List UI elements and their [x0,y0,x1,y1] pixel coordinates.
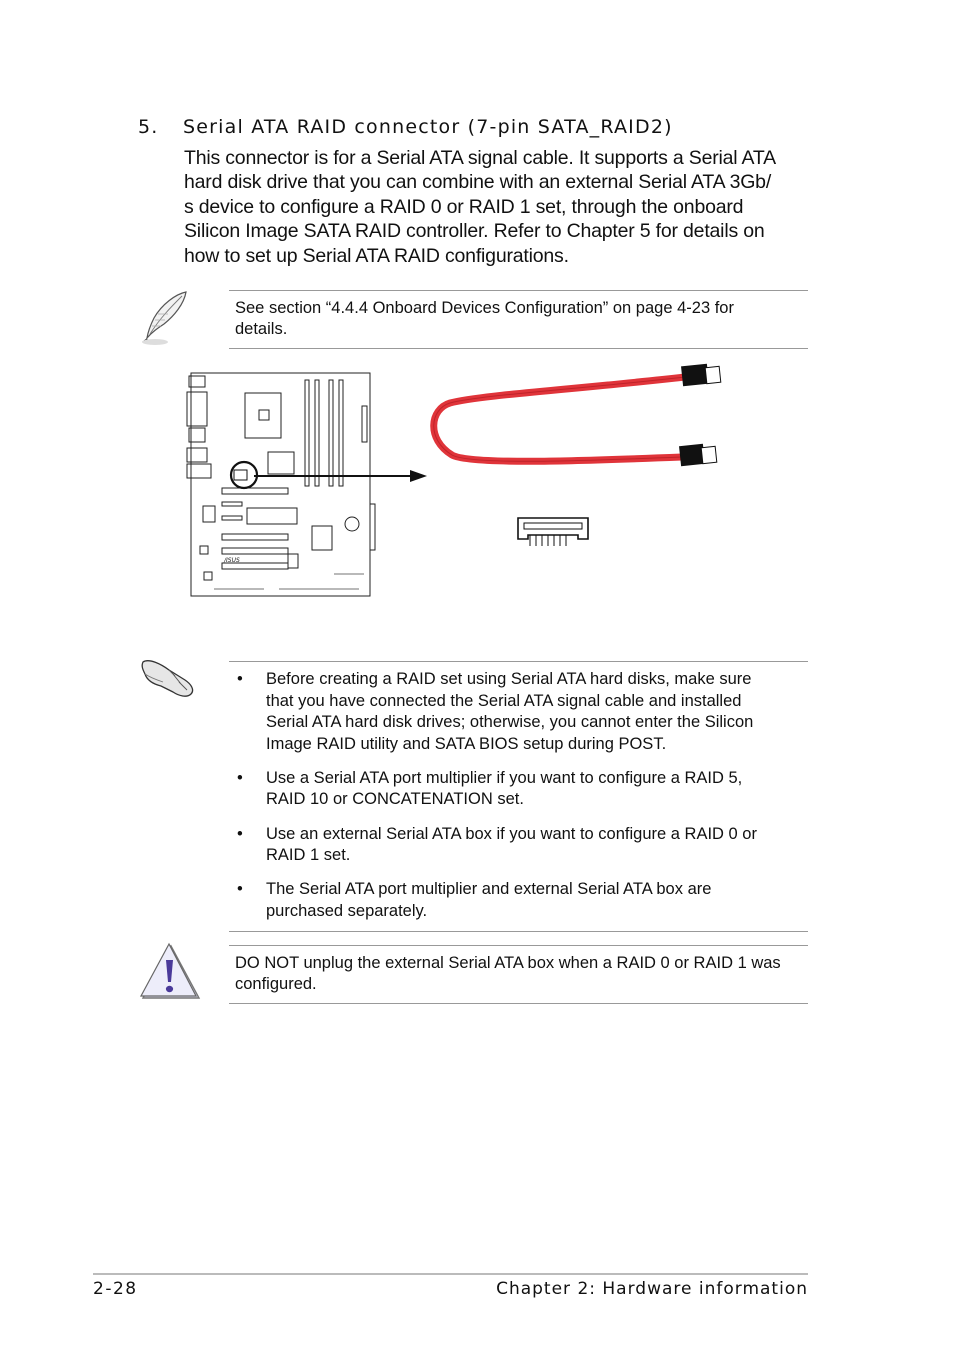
note-line: details. [235,320,288,338]
motherboard-diagram [184,368,434,604]
bullet-dot: • [237,768,243,787]
bullet-item [235,824,810,867]
warning-triangle-icon [138,942,202,1004]
intro-line: This connector is for a Serial ATA signal cable. It supports a Serial ATA [184,147,776,169]
intro-paragraph [184,146,814,268]
bullet-line: that you have connected the Serial ATA signal cable and installed [266,691,742,710]
important-bottom-rule [229,931,808,932]
caution-text [235,953,810,995]
sata-plug-top [681,364,721,387]
bullet-line: Image RAID utility and SATA BIOS setup during POST. [266,734,667,753]
bullet-line: Use a Serial ATA port multiplier if you want to configure a RAID 5, [266,768,743,787]
bullet-dot: • [237,824,243,843]
page-number: 2-28 [93,1279,138,1299]
bullet-item [235,768,810,811]
intro-line: s device to configure a RAID 0 or RAID 1 set, through the onboard [184,195,744,218]
bullet-line: Before creating a RAID set using Serial ATA hard disks, make sure [266,670,752,688]
section-title: Serial ATA RAID connector (7-pin SATA_RAID2) [183,116,673,138]
caution-bottom-rule [229,1003,808,1004]
board-logo: /ISUS [224,557,240,564]
caution-line: DO NOT unplug the external Serial ATA box when a RAID 0 or RAID 1 was [235,954,781,972]
sata-cable-illustration [430,355,730,480]
note-line: See section “4.4.4 Onboard Devices Configuration” on page 4-23 for [235,299,734,317]
bullet-line: Use an external Serial ATA box if you want to configure a RAID 0 or [266,824,757,843]
note-text [235,298,805,340]
bullet-line: RAID 1 set. [266,846,351,865]
note-bottom-rule [229,348,808,349]
sata-plug-bottom [679,444,717,466]
bullet-item [235,879,810,922]
chapter-title: Chapter 2: Hardware information [496,1279,808,1299]
bullet-line: Serial ATA hard disk drives; otherwise, you cannot enter the Silicon [266,713,754,732]
bullet-item [235,669,810,755]
bullet-line: purchased separately. [266,901,428,920]
section-heading [138,116,673,138]
bullet-line: RAID 10 or CONCATENATION set. [266,790,524,809]
intro-line: hard disk drive that you can combine with an external Serial ATA 3Gb/ [184,171,772,194]
bullet-line: The Serial ATA port multiplier and external Serial ATA box are [266,880,712,899]
bullet-dot: • [237,880,243,899]
pointing-hand-icon [139,654,199,702]
intro-line: Silicon Image SATA RAID controller. Refer to Chapter 5 for details on [184,220,765,243]
feather-pen-icon [138,288,194,346]
section-number: 5. [138,116,159,138]
important-top-rule [229,661,808,662]
footer-rule [93,1273,808,1275]
caution-line: configured. [235,975,317,993]
important-bullet-list [235,669,810,935]
bullet-dot: • [237,670,243,688]
intro-line: how to set up Serial ATA RAID configurations. [184,244,569,267]
note-top-rule [229,290,808,291]
sata-connector-pinout [516,515,590,547]
caution-top-rule [229,945,808,946]
